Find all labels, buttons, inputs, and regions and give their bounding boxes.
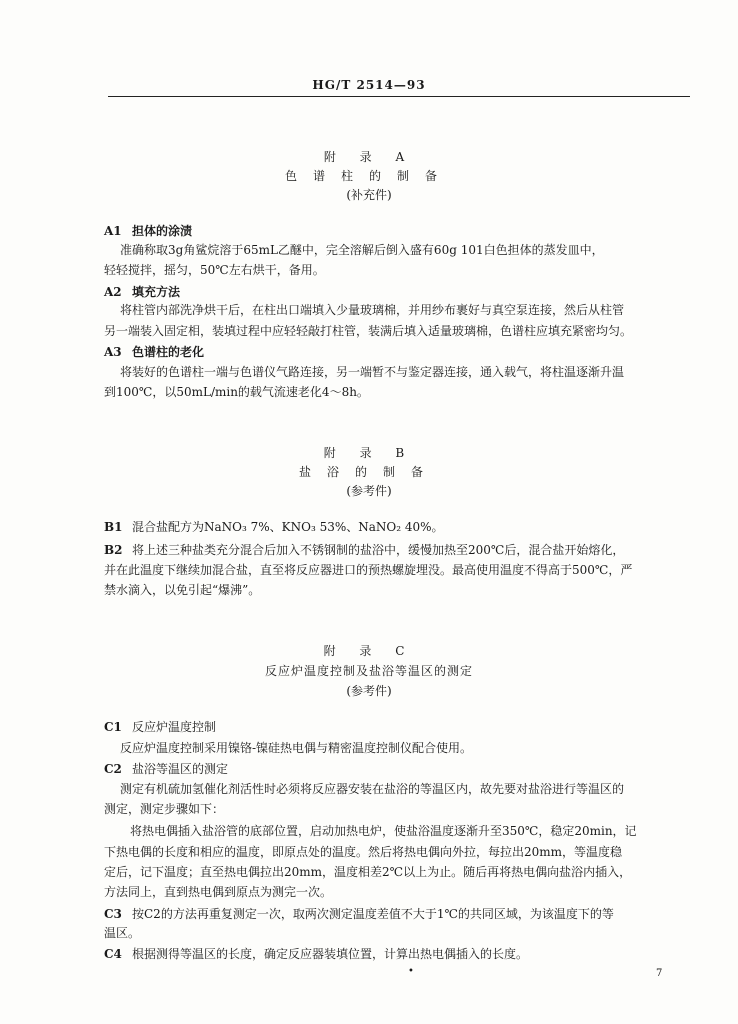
section-c4: C4 根据测得等温区的长度，确定反应器装填位置，计算出热电偶插入的长度。 bbox=[104, 947, 529, 961]
page-number: 7 bbox=[656, 968, 663, 979]
section-a1-line: 轻轻搅拌，摇匀，50℃左右烘干，备用。 bbox=[104, 263, 325, 277]
page-mark: • bbox=[408, 966, 414, 977]
appendix-b-label: 附 录 B bbox=[323, 446, 415, 460]
appendix-b-note: (参考件) bbox=[346, 484, 392, 498]
section-c2-line: 下热电偶的长度和相应的温度，即原点处的温度。然后将热电偶向外拉，每拉出20mm，等温度稳 bbox=[104, 845, 623, 859]
appendix-a-title: 色谱柱的制备 bbox=[284, 169, 453, 183]
section-c2-line: 方法同上，直到热电偶到原点为测完一次。 bbox=[104, 885, 333, 899]
section-c2-heading: C2 盐浴等温区的测定 bbox=[104, 762, 229, 776]
section-a2-heading: A2 填充方法 bbox=[104, 285, 181, 299]
section-b2-line: 禁水滴入，以免引起“爆沸”。 bbox=[104, 583, 261, 597]
appendix-b-title: 盐浴的制备 bbox=[298, 465, 439, 479]
section-c2-line: 测定，测定步骤如下： bbox=[104, 802, 225, 816]
section-c2-line: 定后，记下温度；直至热电偶拉出20mm，温度相差2℃以上为止。随后再将热电偶向盐浴内插入， bbox=[104, 865, 632, 879]
section-a1-line: 准确称取3g角鲨烷溶于65mL乙醚中，完全溶解后倒入盛有60g 101白色担体的蒸发皿中， bbox=[120, 243, 604, 257]
section-a1-heading: A1 担体的涂渍 bbox=[104, 224, 193, 238]
section-a2-line: 将柱管内部洗净烘干后，在柱出口端填入少量玻璃棉，并用纱布裹好与真空泵连接，然后从柱管 bbox=[120, 303, 625, 317]
section-a3-line: 将装好的色谱柱一端与色谱仪气路连接，另一端暂不与鉴定器连接，通入载气，将柱温逐渐升温 bbox=[120, 365, 625, 379]
section-a2-line: 另一端装入固定相，装填过程中应轻轻敲打柱管，装满后填入适量玻璃棉，色谱柱应填充紧密均匀。 bbox=[104, 324, 633, 338]
section-b2: B2 将上述三种盐类充分混合后加入不锈钢制的盐浴中，缓慢加热至200℃后，混合盐开始熔化， bbox=[104, 543, 625, 557]
appendix-a-note: (补充件) bbox=[346, 188, 392, 202]
section-a3-heading: A3 色谱柱的老化 bbox=[104, 345, 205, 359]
standard-code: HG/T 2514—93 bbox=[312, 78, 426, 92]
section-b2-line: 并在此温度下继续加混合盐，直至将反应器进口的预热螺旋埋没。最高使用温度不得高于500℃，严 bbox=[104, 563, 633, 577]
section-c2-line: 将热电偶插入盐浴管的底部位置，启动加热电炉，使盐浴温度逐渐升至350℃，稳定20min，记 bbox=[130, 824, 637, 838]
appendix-c-title: 反应炉温度控制及盐浴等温区的测定 bbox=[264, 664, 473, 678]
header-rule bbox=[108, 96, 690, 97]
section-c3: C3 按C2的方法再重复测定一次，取两次测定温度差值不大于1℃的共同区域，为该温度下的等 bbox=[104, 907, 614, 921]
section-c2-line: 测定有机硫加氢催化剂活性时必须将反应器安装在盐浴的等温区内，故先要对盐浴进行等温区的 bbox=[120, 782, 625, 796]
section-c1-line: 反应炉温度控制采用镍铬-镍硅热电偶与精密温度控制仪配合使用。 bbox=[120, 741, 473, 755]
appendix-c-label: 附 录 C bbox=[323, 644, 415, 658]
section-c1-heading: C1 反应炉温度控制 bbox=[104, 720, 217, 734]
appendix-a-label: 附 录 A bbox=[323, 150, 415, 164]
section-c3-line: 温区。 bbox=[104, 926, 141, 940]
section-a3-line: 到100℃，以50mL/min的载气流速老化4～8h。 bbox=[104, 385, 369, 399]
appendix-c-note: (参考件) bbox=[346, 684, 392, 698]
section-b1: B1 混合盐配方为NaNO₃ 7%、KNO₃ 53%、NaNO₂ 40%。 bbox=[104, 520, 444, 534]
